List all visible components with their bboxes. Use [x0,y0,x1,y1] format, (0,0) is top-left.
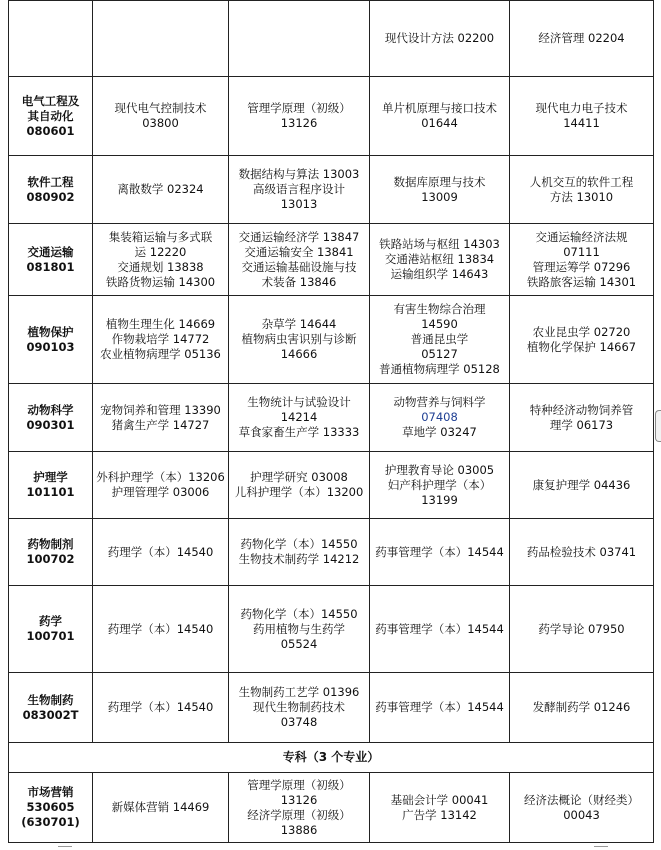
course-entry: 农业植物病理学 05136 [100,347,221,361]
course-entry: 现代电力电子技术 [535,101,628,115]
course-entry: 植物化学保护 14667 [526,339,637,354]
course-entry: 交通运输经济法规 [535,229,628,244]
course-entry: 动物营养与饲料学 [393,395,486,409]
major-cell [9,156,93,224]
major-cell [9,384,93,452]
table-row [9,773,654,843]
course-entry: 作物栽培学 14772 [111,332,210,346]
course-entry: 01644 [421,116,458,130]
course-entry: 药事管理学（本）14544 [375,700,504,714]
major-cell [9,1,93,77]
course-cell [229,452,370,519]
course-entry: 14214 [280,410,318,424]
course-entry: 生物统计与试验设计 [247,395,351,409]
course-entry: 植物生理生化 14669 [105,317,216,331]
page-corner-mark [58,846,72,847]
course-entry: 14590 [421,317,458,331]
course-cell [93,384,229,452]
course-entry: 管理学原理（初级） [247,101,351,115]
course-entry: 交通运输经济学 13847 [238,229,360,244]
course-entry: 术装备 13846 [261,274,337,289]
course-entry: 管理运筹学 07296 [532,259,631,274]
course-entry: 妇产科护理学（本） [387,477,492,492]
course-cell [370,77,510,156]
course-cell [510,296,654,384]
course-cell [229,156,370,224]
course-cell [229,673,370,743]
course-entry: 护理学研究 03008 [250,470,348,484]
course-entry: 数据结构与算法 13003 [238,167,360,181]
course-entry: 00043 [563,807,600,822]
course-entry: 药物化学（本）14550 [240,606,358,621]
course-entry: 13126 [280,792,318,807]
course-cell [370,156,510,224]
table-row [9,384,654,452]
course-entry: 数据库原理与技术 [393,174,486,189]
major-name: 市场营销 [27,785,74,799]
course-entry: 杂草学 14644 [261,317,337,331]
major-cell [9,673,93,743]
major-cell [9,586,93,673]
course-entry: 交通运输基础设施与技 [241,259,357,274]
course-entry: 药理学（本）14540 [107,700,214,714]
course-entry: 药学导论 07950 [538,621,625,636]
course-entry: 铁路旅客运输 14301 [526,274,637,289]
course-cell [229,224,370,296]
course-cell [93,224,229,296]
course-entry: 管理学原理（初级） [247,777,351,792]
course-cell [370,586,510,673]
course-entry: 草地学 03247 [402,425,477,439]
table-row [9,1,654,77]
course-cell [370,673,510,743]
course-entry: 生物制药工艺学 01396 [238,685,360,699]
course-cell [229,773,370,843]
course-cell [229,586,370,673]
major-code: 100702 [26,552,75,566]
course-cell [510,224,654,296]
course-cell [370,519,510,586]
major-name: 软件工程 [27,174,74,189]
table-row [9,586,654,673]
major-cell [9,773,93,843]
course-entry: 经济管理 02204 [538,31,625,45]
major-code: 083002T [22,707,79,722]
course-entry: 药用植物与生药学 [253,621,345,636]
course-entry: 交通规划 13838 [117,259,204,274]
course-entry: 05524 [280,636,318,651]
major-code: 530605 [26,800,75,814]
course-cell [229,296,370,384]
major-name: 电气工程及 [21,93,80,108]
course-entry: 交通运输安全 13841 [244,244,354,259]
course-entry: 13886 [280,822,318,837]
course-cell [229,77,370,156]
course-cell [93,452,229,519]
course-cell [510,519,654,586]
course-entry: 发酵制药学 01246 [532,700,631,714]
section-row [9,743,654,773]
course-cell [510,586,654,673]
table-row [9,296,654,384]
course-entry: 基础会计学 00041 [390,792,489,807]
course-entry: 运输组织学 14643 [390,267,489,281]
major-cell [9,519,93,586]
course-entry: 经济法概论（财经类） [524,792,639,807]
course-entry: 14666 [280,347,318,361]
course-cell [93,296,229,384]
course-entry: 药物化学（本）14550 [240,537,358,551]
table-row [9,224,654,296]
major-cell [9,452,93,519]
course-entry: 交通港站枢纽 13834 [384,252,495,266]
course-table [8,0,654,843]
course-entry: 铁路货物运输 14300 [105,274,216,289]
major-code: 090301 [26,417,75,432]
course-entry: 普通昆虫学 [410,332,469,346]
course-cell [510,77,654,156]
course-cell [93,586,229,673]
table-row [9,452,654,519]
course-entry: 康复护理学 04436 [532,477,631,492]
course-cell [370,384,510,452]
course-entry: 现代电气控制技术 [114,101,207,115]
course-entry: 集装箱运输与多式联 [108,229,213,244]
course-cell [510,673,654,743]
course-entry: 13009 [421,189,458,204]
course-entry: 药事管理学（本）14544 [375,544,504,559]
major-name: 其自动化 [27,108,74,123]
course-entry: 草食家畜生产学 13333 [238,425,360,439]
major-cell [9,296,93,384]
course-entry: 14411 [563,116,600,130]
course-entry: 现代设计方法 02200 [384,31,495,45]
course-entry: 03800 [142,116,179,130]
major-name: 药学 [39,614,62,628]
course-entry: 方法 13010 [549,189,614,204]
major-code: 100701 [26,629,75,643]
course-entry: 13199 [421,492,458,507]
course-entry: 药理学（本）14540 [107,544,214,559]
course-cell [510,384,654,452]
major-code: 101101 [26,485,75,499]
table-row [9,673,654,743]
course-cell [510,156,654,224]
course-entry: 植物病虫害识别与诊断 [241,332,357,346]
major-cell [9,224,93,296]
major-code-old: (630701) [21,815,80,829]
course-entry: 特种经济动物饲养管 [529,402,634,417]
major-name: 药物制剂 [27,537,74,551]
course-entry: 03748 [280,715,318,729]
major-name: 动物科学 [27,402,74,417]
course-entry: 13126 [280,116,318,130]
course-entry: 药事管理学（本）14544 [375,621,504,636]
course-entry: 07408 [421,410,458,424]
course-entry: 药品检验技术 03741 [526,544,637,559]
course-entry: 护理教育导论 03005 [384,462,495,477]
major-code: 081801 [26,259,75,274]
course-entry: 离散数学 02324 [117,182,204,196]
course-entry: 现代生物制药技术 [253,700,345,714]
course-entry: 生物技术制药学 14212 [238,552,360,566]
course-cell [93,1,229,77]
major-name: 植物保护 [27,324,74,339]
course-cell [229,384,370,452]
course-cell [93,673,229,743]
major-name: 交通运输 [27,244,74,259]
course-cell [229,1,370,77]
course-entry: 人机交互的软件工程 [529,174,634,189]
course-entry: 高级语言程序设计 [253,182,345,196]
table-row [9,156,654,224]
course-cell [370,1,510,77]
scroll-handle[interactable] [655,410,661,442]
course-cell [510,1,654,77]
course-cell [93,519,229,586]
course-entry: 新媒体营销 14469 [111,800,210,814]
course-cell [229,519,370,586]
course-entry: 普通植物病理学 05128 [379,362,500,376]
table-row [9,519,654,586]
course-entry: 广告学 13142 [402,807,477,822]
major-name: 生物制药 [27,692,74,707]
course-cell [510,773,654,843]
course-entry: 13013 [280,197,318,211]
course-entry: 铁路站场与枢纽 14303 [379,237,500,251]
course-entry: 宠物饲养和管理 13390 [100,402,221,417]
major-code: 090103 [26,339,75,354]
course-entry: 猪禽生产学 14727 [111,417,210,432]
course-entry: 药理学（本）14540 [107,621,214,636]
course-cell [510,452,654,519]
course-entry: 外科护理学（本）13206 [96,470,225,484]
course-cell [93,77,229,156]
course-entry: 05127 [421,347,458,361]
course-cell [93,156,229,224]
course-entry: 护理管理学 03006 [111,485,210,499]
course-cell [93,773,229,843]
course-entry: 有害生物综合治理 [393,302,486,316]
major-cell [9,77,93,156]
course-entry: 农业昆虫学 02720 [532,324,631,339]
table-row [9,77,654,156]
page-corner-mark [594,846,608,847]
course-entry: 理学 06173 [549,417,614,432]
section-header: 专科（3 个专业） [9,743,654,773]
course-entry: 07111 [563,244,600,259]
course-cell [370,224,510,296]
major-code: 080601 [26,123,75,138]
course-entry: 运 12220 [134,244,187,259]
course-cell [370,452,510,519]
course-cell [370,296,510,384]
course-entry: 经济学原理（初级） [247,807,351,822]
course-entry: 单片机原理与接口技术 [382,101,497,115]
course-entry: 儿科护理学（本）13200 [234,485,364,499]
course-cell [370,773,510,843]
major-code: 080902 [26,189,75,204]
major-name: 护理学 [33,470,68,484]
